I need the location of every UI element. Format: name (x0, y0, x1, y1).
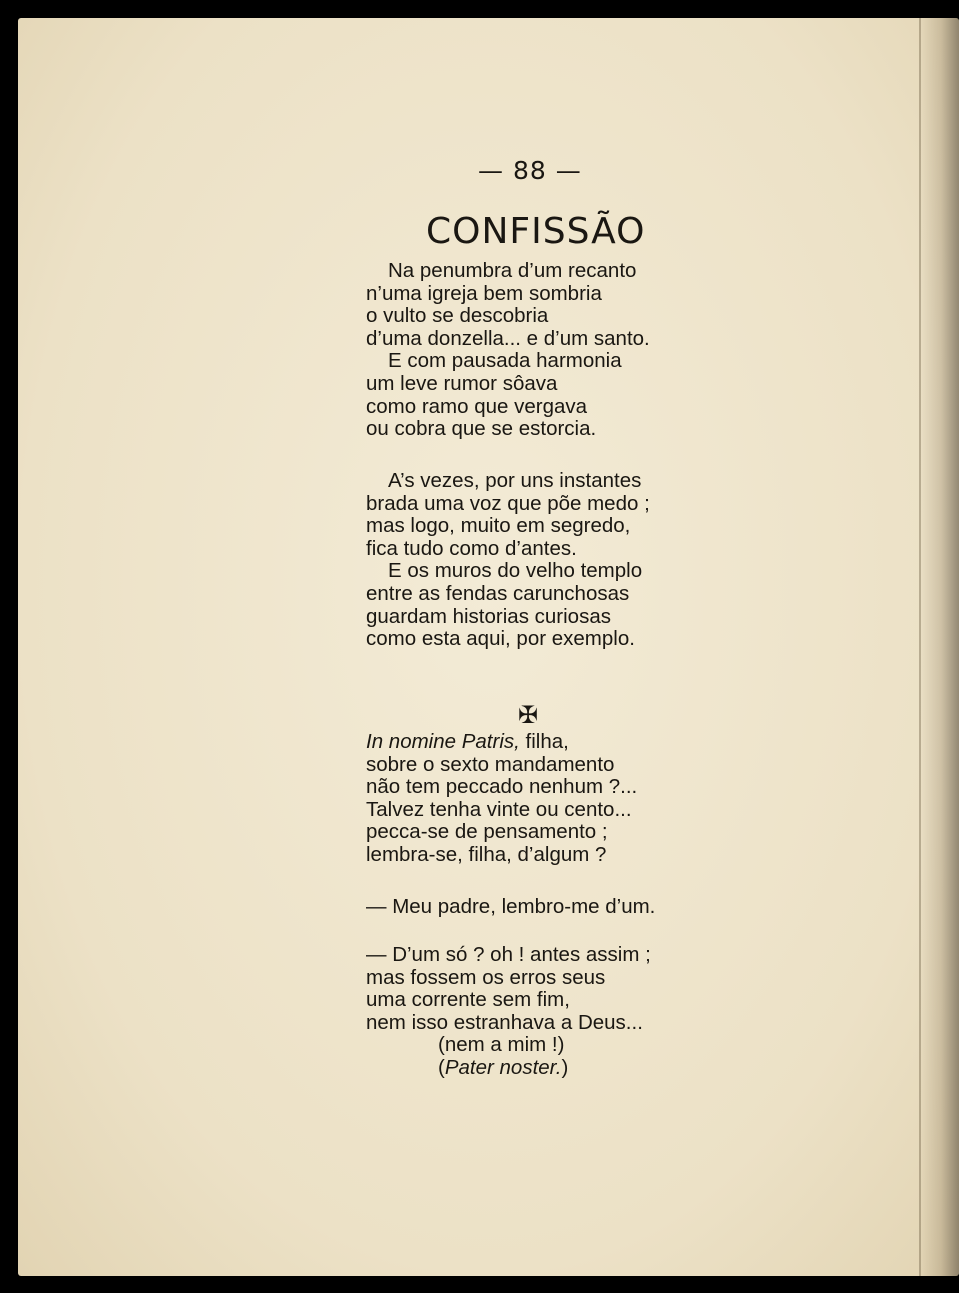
stanza-2 (366, 470, 650, 651)
verse-line: não tem peccado nenhum ?... (366, 775, 638, 799)
verse-line: — Meu padre, lembro-me d’um. (366, 895, 656, 918)
stanza-1 (366, 260, 650, 441)
verse-line: E os muros do velho templo (388, 559, 643, 583)
verse-line: pecca-se de pensamento ; (366, 820, 608, 844)
paren-close: ) (561, 1055, 569, 1079)
verse-line: como esta aqui, por exemplo. (366, 627, 635, 651)
verse-line: guardam historias curiosas (366, 604, 611, 628)
book-page (18, 18, 959, 1276)
verse-line: — D’um só ? oh ! antes assim ; (366, 943, 651, 966)
paren-open: ( (438, 1055, 445, 1079)
latin-closing: Pater noster. (444, 1055, 562, 1079)
maltese-cross-icon: ✠ (518, 701, 539, 729)
verse-line: (nem a mim !) (438, 1033, 565, 1057)
verse-line: mas logo, muito em segredo, (366, 514, 631, 538)
verse-line: d’uma donzella... e d’um santo. (366, 326, 650, 350)
verse-line-latin (366, 731, 637, 754)
verse-line: E com pausada harmonia (388, 349, 622, 373)
verse-line: Talvez tenha vinte ou cento... (366, 797, 632, 821)
verse-line: entre as fendas carunchosas (366, 581, 630, 605)
latin-phrase: In nomine Patris, (366, 730, 520, 753)
verse-line: como ramo que vergava (366, 394, 588, 418)
verse-line: fica tudo como d’antes. (366, 536, 577, 560)
page-gutter-line (919, 18, 921, 1276)
verse-line: lembra-se, filha, d’algum ? (366, 842, 607, 866)
verse-line: n’uma igreja bem sombria (366, 281, 602, 305)
verse-line: brada uma voz que põe medo ; (366, 491, 650, 515)
stanza-4 (366, 944, 651, 1080)
page-gutter-shadow (919, 18, 959, 1276)
verse-line: um leve rumor sôava (366, 371, 558, 395)
verse-line: A’s vezes, por uns instantes (388, 469, 642, 492)
verse-line: o vulto se descobria (366, 304, 549, 328)
verse-line: Na penumbra d’um recanto (388, 259, 637, 282)
verse-line-closing (366, 1057, 651, 1080)
verse-line: sobre o sexto mandamento (366, 752, 615, 776)
reply-line (366, 896, 655, 919)
verse-line: uma corrente sem fim, (366, 988, 570, 1012)
page-number: — 88 — (478, 156, 582, 185)
stanza-3 (366, 731, 637, 867)
poem-title: CONFISSÃO (426, 211, 646, 252)
verse-text: filha, (519, 730, 569, 753)
verse-line: mas fossem os erros seus (366, 965, 606, 989)
verse-line: nem isso estranhava a Deus... (366, 1010, 643, 1034)
verse-line: ou cobra que se estorcia. (366, 417, 597, 441)
